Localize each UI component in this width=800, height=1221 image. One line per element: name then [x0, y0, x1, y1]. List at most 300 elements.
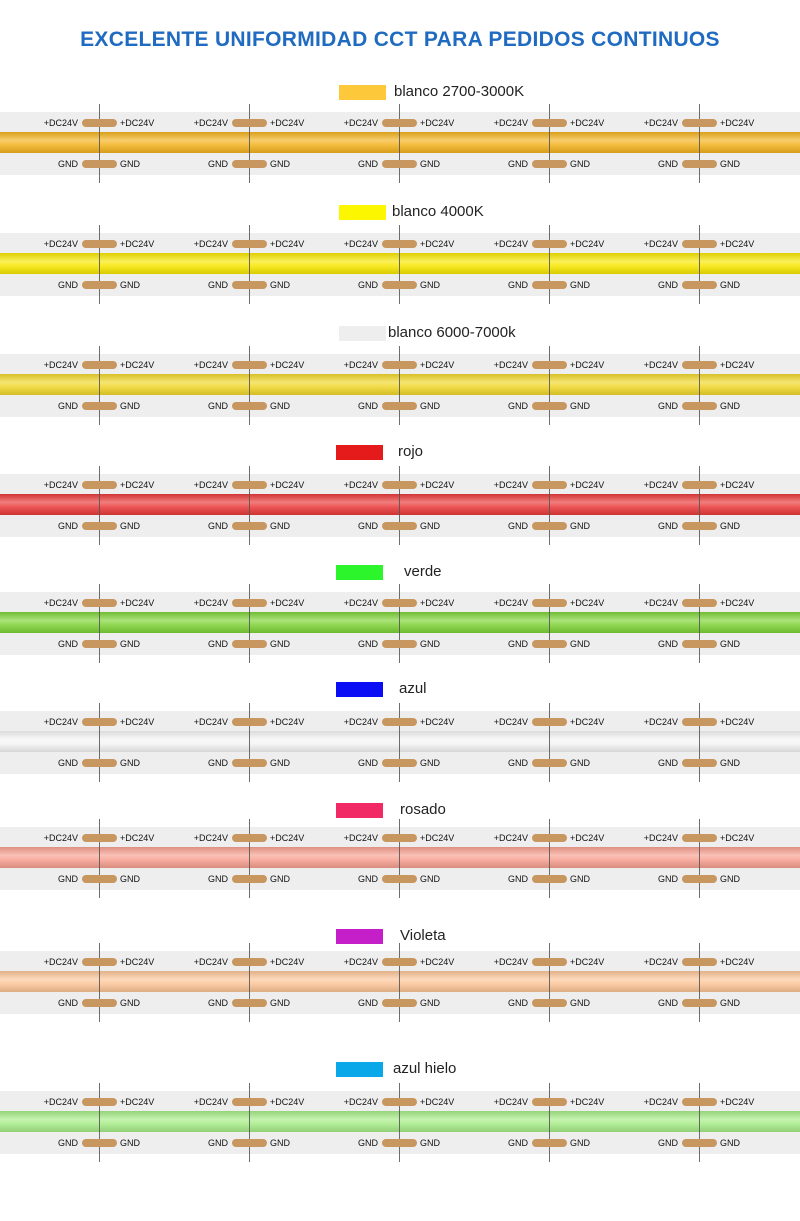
solder-pad	[82, 958, 117, 966]
gnd-label: GND	[658, 1138, 678, 1148]
gnd-label: GND	[120, 639, 140, 649]
dc24v-label: +DC24V	[120, 480, 155, 490]
cut-line	[99, 346, 100, 425]
led-light-band	[0, 612, 800, 633]
solder-pad	[382, 160, 417, 168]
cut-line	[549, 819, 550, 898]
dc24v-label: +DC24V	[643, 833, 678, 843]
solder-pad	[382, 718, 417, 726]
solder-pad	[532, 481, 567, 489]
solder-pad	[532, 119, 567, 127]
cut-line	[549, 346, 550, 425]
gnd-label: GND	[570, 401, 590, 411]
color-legend	[0, 563, 800, 581]
solder-pad	[382, 1139, 417, 1147]
gnd-label: GND	[120, 159, 140, 169]
color-label: rosado	[400, 801, 446, 818]
solder-pad	[682, 1139, 717, 1147]
gnd-label: GND	[358, 998, 378, 1008]
gnd-label: GND	[58, 159, 78, 169]
solder-pad	[232, 240, 267, 248]
gnd-label: GND	[358, 159, 378, 169]
color-swatch	[339, 205, 386, 220]
solder-pad	[682, 240, 717, 248]
dc24v-label: +DC24V	[270, 833, 305, 843]
gnd-label: GND	[120, 521, 140, 531]
solder-pad	[682, 402, 717, 410]
dc24v-label: +DC24V	[720, 360, 755, 370]
dc24v-label: +DC24V	[720, 239, 755, 249]
gnd-label: GND	[420, 159, 440, 169]
led-strip	[0, 474, 800, 537]
dc24v-label: +DC24V	[120, 1097, 155, 1107]
gnd-label: GND	[570, 639, 590, 649]
gnd-label: GND	[208, 280, 228, 290]
cut-line	[549, 104, 550, 183]
solder-pad	[232, 119, 267, 127]
dc24v-label: +DC24V	[120, 239, 155, 249]
dc24v-label: +DC24V	[43, 480, 78, 490]
cut-line	[99, 703, 100, 782]
gnd-label: GND	[658, 401, 678, 411]
gnd-label: GND	[120, 1138, 140, 1148]
solder-pad	[382, 481, 417, 489]
solder-pad	[232, 875, 267, 883]
gnd-label: GND	[208, 639, 228, 649]
dc24v-label: +DC24V	[270, 360, 305, 370]
gnd-label: GND	[358, 1138, 378, 1148]
solder-pad	[532, 875, 567, 883]
cut-line	[399, 943, 400, 1022]
gnd-label: GND	[570, 159, 590, 169]
led-light-band	[0, 494, 800, 515]
gnd-label: GND	[420, 639, 440, 649]
dc24v-label: +DC24V	[193, 833, 228, 843]
led-light-band	[0, 374, 800, 395]
solder-pad	[82, 160, 117, 168]
solder-pad	[82, 834, 117, 842]
cut-line	[399, 584, 400, 663]
gnd-label: GND	[270, 280, 290, 290]
gnd-label: GND	[658, 758, 678, 768]
solder-pad	[682, 834, 717, 842]
gnd-label: GND	[58, 639, 78, 649]
color-swatch	[339, 85, 386, 100]
dc24v-label: +DC24V	[720, 1097, 755, 1107]
dc24v-label: +DC24V	[720, 598, 755, 608]
dc24v-label: +DC24V	[270, 598, 305, 608]
dc24v-label: +DC24V	[570, 598, 605, 608]
dc24v-label: +DC24V	[270, 239, 305, 249]
solder-pad	[382, 1098, 417, 1106]
gnd-label: GND	[270, 998, 290, 1008]
dc24v-label: +DC24V	[643, 1097, 678, 1107]
dc24v-label: +DC24V	[120, 717, 155, 727]
cut-line	[249, 819, 250, 898]
solder-pad	[682, 481, 717, 489]
cut-line	[699, 466, 700, 545]
dc24v-label: +DC24V	[120, 118, 155, 128]
solder-pad	[82, 599, 117, 607]
solder-pad	[232, 160, 267, 168]
dc24v-label: +DC24V	[643, 717, 678, 727]
led-light-band	[0, 132, 800, 153]
gnd-label: GND	[120, 758, 140, 768]
solder-pad	[82, 1098, 117, 1106]
color-legend	[0, 801, 800, 819]
solder-pad	[232, 834, 267, 842]
cut-line	[399, 104, 400, 183]
cut-line	[399, 1083, 400, 1162]
dc24v-label: +DC24V	[420, 833, 455, 843]
solder-pad	[232, 1098, 267, 1106]
color-label: verde	[404, 563, 442, 580]
gnd-label: GND	[120, 280, 140, 290]
cut-line	[699, 1083, 700, 1162]
dc24v-label: +DC24V	[493, 957, 528, 967]
cut-line	[399, 819, 400, 898]
gnd-label: GND	[720, 758, 740, 768]
dc24v-label: +DC24V	[493, 598, 528, 608]
solder-pad	[682, 718, 717, 726]
solder-pad	[682, 522, 717, 530]
solder-pad	[682, 875, 717, 883]
gnd-label: GND	[720, 998, 740, 1008]
gnd-label: GND	[420, 521, 440, 531]
solder-pad	[532, 958, 567, 966]
color-label: rojo	[398, 443, 424, 460]
color-label: Violeta	[400, 927, 446, 944]
solder-pad	[532, 361, 567, 369]
gnd-label: GND	[270, 758, 290, 768]
gnd-label: GND	[208, 1138, 228, 1148]
solder-pad	[532, 718, 567, 726]
cut-line	[399, 703, 400, 782]
dc24v-label: +DC24V	[193, 360, 228, 370]
dc24v-label: +DC24V	[343, 1097, 378, 1107]
solder-pad	[232, 958, 267, 966]
solder-pad	[232, 999, 267, 1007]
dc24v-label: +DC24V	[643, 480, 678, 490]
cut-line	[249, 703, 250, 782]
cut-line	[699, 943, 700, 1022]
cut-line	[549, 703, 550, 782]
cut-line	[99, 584, 100, 663]
dc24v-label: +DC24V	[193, 1097, 228, 1107]
gnd-label: GND	[508, 874, 528, 884]
solder-pad	[382, 402, 417, 410]
solder-pad	[232, 281, 267, 289]
gnd-label: GND	[508, 758, 528, 768]
gnd-label: GND	[120, 874, 140, 884]
solder-pad	[82, 240, 117, 248]
solder-pad	[232, 718, 267, 726]
gnd-label: GND	[208, 874, 228, 884]
dc24v-label: +DC24V	[193, 957, 228, 967]
dc24v-label: +DC24V	[43, 118, 78, 128]
dc24v-label: +DC24V	[720, 480, 755, 490]
gnd-label: GND	[270, 521, 290, 531]
cut-line	[249, 1083, 250, 1162]
cut-line	[549, 584, 550, 663]
solder-pad	[532, 599, 567, 607]
dc24v-label: +DC24V	[120, 360, 155, 370]
led-strip	[0, 112, 800, 175]
gnd-label: GND	[58, 758, 78, 768]
solder-pad	[382, 361, 417, 369]
page-title: EXCELENTE UNIFORMIDAD CCT PARA PEDIDOS CONTINUOS	[80, 28, 720, 51]
dc24v-label: +DC24V	[493, 1097, 528, 1107]
solder-pad	[682, 119, 717, 127]
dc24v-label: +DC24V	[43, 1097, 78, 1107]
dc24v-label: +DC24V	[420, 717, 455, 727]
cut-line	[699, 104, 700, 183]
gnd-label: GND	[570, 874, 590, 884]
color-swatch	[336, 682, 383, 697]
dc24v-label: +DC24V	[493, 480, 528, 490]
solder-pad	[382, 240, 417, 248]
gnd-label: GND	[658, 874, 678, 884]
gnd-label: GND	[720, 874, 740, 884]
gnd-label: GND	[58, 1138, 78, 1148]
gnd-label: GND	[208, 758, 228, 768]
solder-pad	[382, 599, 417, 607]
solder-pad	[232, 640, 267, 648]
gnd-label: GND	[120, 998, 140, 1008]
cut-line	[549, 943, 550, 1022]
dc24v-label: +DC24V	[493, 717, 528, 727]
gnd-label: GND	[420, 280, 440, 290]
cut-line	[249, 346, 250, 425]
gnd-label: GND	[358, 639, 378, 649]
dc24v-label: +DC24V	[570, 1097, 605, 1107]
cut-line	[699, 346, 700, 425]
gnd-label: GND	[270, 874, 290, 884]
gnd-label: GND	[270, 159, 290, 169]
solder-pad	[682, 1098, 717, 1106]
solder-pad	[82, 1139, 117, 1147]
dc24v-label: +DC24V	[43, 957, 78, 967]
gnd-label: GND	[720, 159, 740, 169]
color-swatch	[336, 803, 383, 818]
dc24v-label: +DC24V	[193, 118, 228, 128]
solder-pad	[82, 361, 117, 369]
gnd-label: GND	[720, 521, 740, 531]
dc24v-label: +DC24V	[720, 957, 755, 967]
gnd-label: GND	[570, 280, 590, 290]
solder-pad	[82, 875, 117, 883]
dc24v-label: +DC24V	[270, 957, 305, 967]
cut-line	[99, 819, 100, 898]
solder-pad	[532, 834, 567, 842]
dc24v-label: +DC24V	[643, 598, 678, 608]
cut-line	[699, 703, 700, 782]
solder-pad	[232, 402, 267, 410]
led-strip	[0, 827, 800, 890]
solder-pad	[382, 999, 417, 1007]
gnd-label: GND	[570, 998, 590, 1008]
solder-pad	[682, 640, 717, 648]
dc24v-label: +DC24V	[643, 118, 678, 128]
cut-line	[399, 466, 400, 545]
gnd-label: GND	[358, 874, 378, 884]
cut-line	[549, 225, 550, 304]
color-legend	[0, 680, 800, 698]
cut-line	[99, 104, 100, 183]
gnd-label: GND	[658, 159, 678, 169]
led-strip	[0, 711, 800, 774]
gnd-label: GND	[420, 874, 440, 884]
color-label: blanco 2700-3000K	[394, 83, 525, 100]
led-strip	[0, 951, 800, 1014]
gnd-label: GND	[58, 401, 78, 411]
gnd-label: GND	[420, 758, 440, 768]
solder-pad	[682, 759, 717, 767]
gnd-label: GND	[58, 280, 78, 290]
gnd-label: GND	[208, 998, 228, 1008]
dc24v-label: +DC24V	[43, 717, 78, 727]
led-strip	[0, 592, 800, 655]
gnd-label: GND	[508, 280, 528, 290]
dc24v-label: +DC24V	[570, 480, 605, 490]
gnd-label: GND	[658, 521, 678, 531]
solder-pad	[532, 999, 567, 1007]
solder-pad	[532, 1098, 567, 1106]
color-legend	[0, 203, 800, 221]
dc24v-label: +DC24V	[570, 118, 605, 128]
solder-pad	[82, 119, 117, 127]
gnd-label: GND	[208, 159, 228, 169]
gnd-label: GND	[58, 874, 78, 884]
color-swatch	[336, 445, 383, 460]
solder-pad	[82, 999, 117, 1007]
solder-pad	[382, 640, 417, 648]
solder-pad	[82, 759, 117, 767]
dc24v-label: +DC24V	[343, 957, 378, 967]
solder-pad	[532, 1139, 567, 1147]
dc24v-label: +DC24V	[193, 717, 228, 727]
gnd-label: GND	[508, 1138, 528, 1148]
solder-pad	[682, 599, 717, 607]
solder-pad	[682, 361, 717, 369]
color-legend	[0, 324, 800, 342]
gnd-label: GND	[270, 1138, 290, 1148]
dc24v-label: +DC24V	[343, 118, 378, 128]
cut-line	[249, 584, 250, 663]
color-legend	[0, 927, 800, 945]
dc24v-label: +DC24V	[420, 598, 455, 608]
dc24v-label: +DC24V	[570, 957, 605, 967]
solder-pad	[532, 640, 567, 648]
solder-pad	[532, 240, 567, 248]
cut-line	[549, 1083, 550, 1162]
gnd-label: GND	[658, 998, 678, 1008]
gnd-label: GND	[358, 280, 378, 290]
gnd-label: GND	[508, 639, 528, 649]
color-label: azul	[399, 680, 427, 697]
gnd-label: GND	[508, 159, 528, 169]
dc24v-label: +DC24V	[720, 833, 755, 843]
gnd-label: GND	[420, 401, 440, 411]
dc24v-label: +DC24V	[643, 957, 678, 967]
solder-pad	[82, 522, 117, 530]
solder-pad	[232, 759, 267, 767]
solder-pad	[382, 759, 417, 767]
dc24v-label: +DC24V	[43, 239, 78, 249]
solder-pad	[82, 402, 117, 410]
solder-pad	[382, 875, 417, 883]
led-light-band	[0, 253, 800, 274]
solder-pad	[232, 599, 267, 607]
cut-line	[249, 104, 250, 183]
gnd-label: GND	[508, 521, 528, 531]
color-legend	[0, 83, 800, 101]
dc24v-label: +DC24V	[493, 118, 528, 128]
color-swatch	[339, 326, 386, 341]
cut-line	[99, 225, 100, 304]
dc24v-label: +DC24V	[720, 118, 755, 128]
dc24v-label: +DC24V	[343, 717, 378, 727]
dc24v-label: +DC24V	[343, 239, 378, 249]
dc24v-label: +DC24V	[270, 118, 305, 128]
gnd-label: GND	[570, 521, 590, 531]
cut-line	[249, 466, 250, 545]
solder-pad	[682, 160, 717, 168]
led-light-band	[0, 971, 800, 992]
cut-line	[99, 466, 100, 545]
dc24v-label: +DC24V	[270, 1097, 305, 1107]
gnd-label: GND	[720, 1138, 740, 1148]
solder-pad	[682, 958, 717, 966]
gnd-label: GND	[58, 521, 78, 531]
dc24v-label: +DC24V	[120, 833, 155, 843]
gnd-label: GND	[720, 639, 740, 649]
led-light-band	[0, 731, 800, 752]
dc24v-label: +DC24V	[43, 598, 78, 608]
gnd-label: GND	[420, 998, 440, 1008]
cut-line	[399, 346, 400, 425]
cut-line	[549, 466, 550, 545]
dc24v-label: +DC24V	[120, 957, 155, 967]
led-strip	[0, 233, 800, 296]
cut-line	[99, 943, 100, 1022]
color-swatch	[336, 1062, 383, 1077]
solder-pad	[232, 1139, 267, 1147]
cut-line	[249, 943, 250, 1022]
gnd-label: GND	[420, 1138, 440, 1148]
gnd-label: GND	[358, 521, 378, 531]
solder-pad	[82, 718, 117, 726]
gnd-label: GND	[358, 758, 378, 768]
dc24v-label: +DC24V	[420, 118, 455, 128]
solder-pad	[382, 958, 417, 966]
led-strip	[0, 1091, 800, 1154]
color-legend	[0, 1060, 800, 1078]
solder-pad	[682, 999, 717, 1007]
dc24v-label: +DC24V	[420, 1097, 455, 1107]
dc24v-label: +DC24V	[643, 360, 678, 370]
led-light-band	[0, 1111, 800, 1132]
color-label: azul hielo	[393, 1060, 457, 1077]
solder-pad	[232, 522, 267, 530]
dc24v-label: +DC24V	[193, 480, 228, 490]
dc24v-label: +DC24V	[420, 360, 455, 370]
dc24v-label: +DC24V	[193, 598, 228, 608]
solder-pad	[532, 281, 567, 289]
dc24v-label: +DC24V	[420, 957, 455, 967]
dc24v-label: +DC24V	[493, 239, 528, 249]
cut-line	[699, 584, 700, 663]
